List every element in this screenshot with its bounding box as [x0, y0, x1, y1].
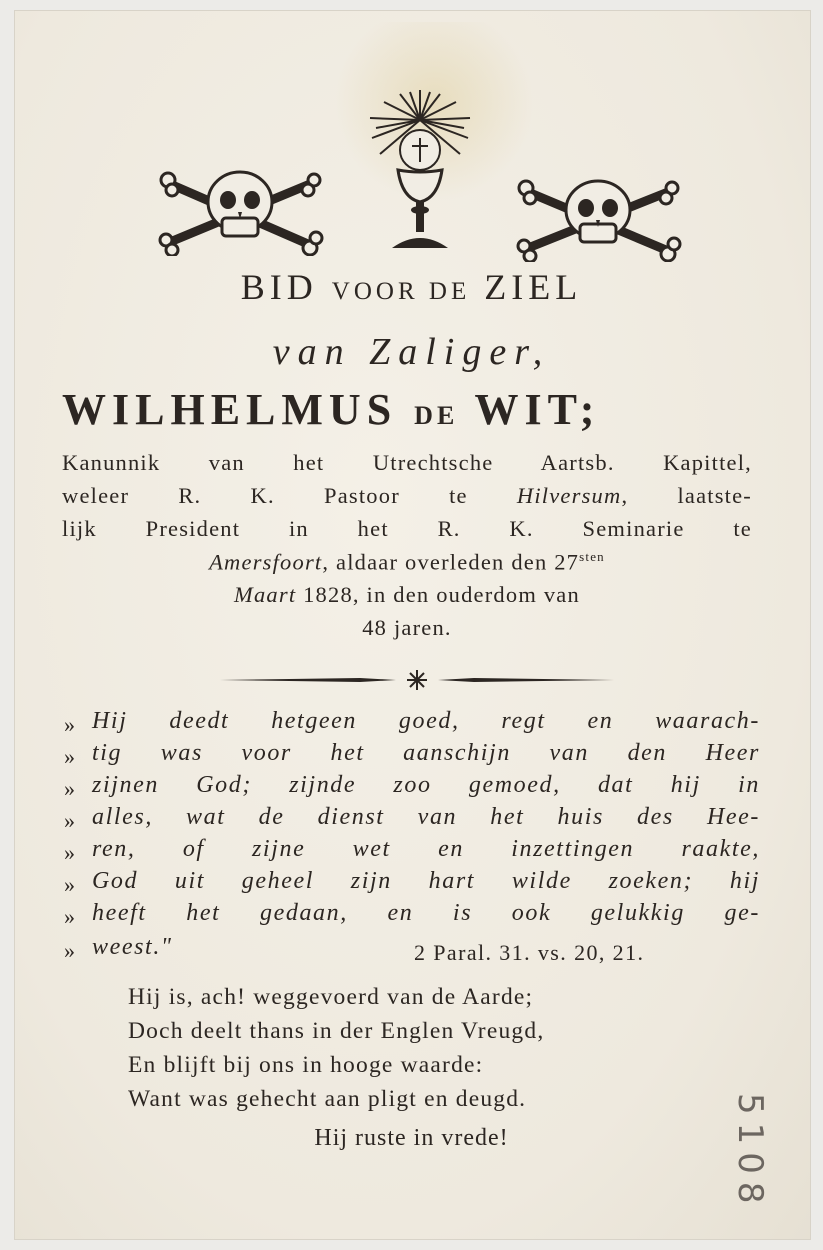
quote-mark-7: » [64, 904, 75, 929]
quote-line-1: Hij deedt hetgeen goed, regt en waarach- [92, 708, 760, 734]
bio-line-2-tail: , laatste- [621, 483, 753, 508]
bio-line-3: lijk President in het R. K. Seminarie te [62, 516, 752, 541]
quote-line-5: ren, of zijne wet en inzettingen raakte, [92, 836, 760, 862]
quote-mark-3: » [64, 776, 75, 801]
quote-line-8: weest." [92, 934, 173, 960]
place-hilversum: Hilversum [516, 483, 622, 508]
quote-line-7: heeft het gedaan, en is ook gelukkig ge- [92, 900, 760, 926]
month-maart: Maart [234, 582, 297, 607]
bio-line-4-text: , aldaar overleden den 27 [322, 549, 580, 575]
quote-mark-4: » [64, 808, 75, 833]
bio-line-5-text: 1828, in den ouderdom van [303, 582, 580, 607]
shelfmark: 5108 [730, 1093, 770, 1212]
quote-mark-6: » [64, 872, 75, 897]
quote-mark-2: » [64, 744, 75, 769]
verse-line-1: Hij is, ach! weggevoerd van de Aarde; [128, 984, 534, 1010]
quote-line-4: alles, wat de dienst van het huis des Hee- [92, 804, 760, 830]
quote-line-3: zijnen God; zijnde zoo gemoed, dat hij in [92, 772, 760, 798]
skull-crossbones-left-icon [158, 162, 324, 256]
name-particle: DE [414, 401, 459, 430]
bio-line-5 [62, 582, 752, 608]
bio-line-4 [62, 549, 752, 576]
heading-word-ziel: ZIEL [484, 267, 583, 307]
quote-line-6: God uit geheel zijn hart wilde zoeken; hij [92, 868, 760, 894]
verse-line-3: En blijft bij ons in hooge waarde: [128, 1052, 484, 1078]
prayer-heading [0, 266, 823, 308]
quote-mark-5: » [64, 840, 75, 865]
quote-line-2: tig was voor het aanschijn van den Heer [92, 740, 760, 766]
name-first: WILHELMUS [62, 385, 398, 434]
quote-mark-8: » [64, 938, 75, 963]
bio-line-6: 48 jaren. [362, 615, 452, 640]
place-amersfoort: Amersfoort [209, 549, 323, 575]
divider-ornament-icon [220, 668, 614, 692]
bio-line-4-sup: sten [579, 549, 605, 564]
verse-line-4: Want was gehecht aan pligt en deugd. [128, 1086, 527, 1112]
verse-line-2: Doch deelt thans in der Englen Vreugd, [128, 1018, 545, 1044]
scripture-reference: 2 Paral. 31. vs. 20, 21. [414, 940, 645, 965]
heading-word-bid: BID [240, 267, 318, 307]
closing-line: Hij ruste in vrede! [314, 1125, 509, 1151]
chalice-host-icon [356, 88, 484, 254]
bio-line-2 [62, 483, 752, 509]
bio-line-1: Kanunnik van het Utrechtsche Aartsb. Kapittel, [62, 450, 752, 475]
quote-mark-1: » [64, 712, 75, 737]
name-last: WIT; [474, 385, 601, 434]
heading-words-voor-de: VOOR DE [331, 278, 471, 305]
bio-line-2-text: weleer R. K. Pastoor te [62, 483, 468, 508]
skull-crossbones-right-icon [516, 172, 682, 262]
deceased-name [62, 384, 600, 435]
heading-van-zaliger: van Zaliger, [272, 331, 551, 373]
